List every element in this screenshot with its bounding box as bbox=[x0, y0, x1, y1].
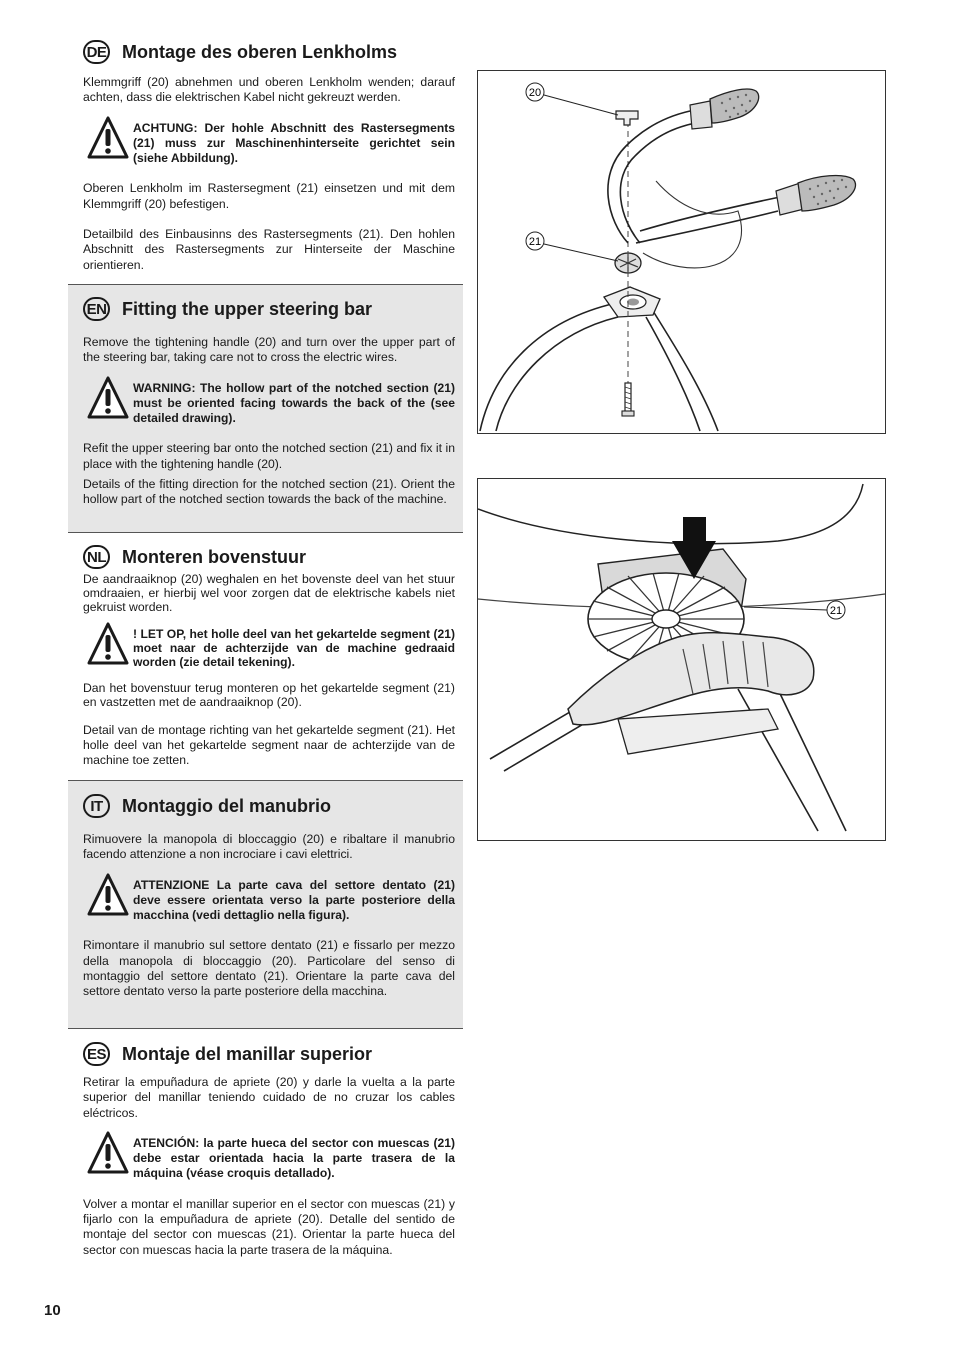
warning-text: ATENCIÓN: la parte hueca del sector con muescas (21) debe estar orientada hacia la parte trasera de la máquina (véase croquis detallado). bbox=[133, 1135, 455, 1181]
paragraph: Dan het bovenstuur terug monteren op het gekartelde segment (21) en vastzetten met de aandraaiknop (20). bbox=[83, 681, 455, 709]
language-badge: NL bbox=[83, 545, 110, 569]
warning-block bbox=[83, 878, 455, 924]
figure-notched-segment-detail bbox=[477, 478, 886, 841]
tightening-handle-20 bbox=[616, 111, 638, 125]
paragraph: Detail van de montage richting van het gekartelde segment (21). Het holle deel van het gekartelde segment naar de achterzijde van de machine toe zetten. bbox=[83, 723, 455, 767]
paragraph: Rimontare il manubrio sul settore dentato (21) e fissarlo per mezzo della manopola di bloccaggio (20). Particolare del senso di montaggio del settore dentato (21). Orientare la parte cava del settore dentato verso la parte posteriore della macchina. bbox=[83, 938, 455, 999]
language-badge: IT bbox=[83, 794, 110, 818]
paragraph: Klemmgriff (20) abnehmen und oberen Lenkholm wenden; darauf achten, dass die elektrischen Kabel nicht gekreuzt werden. bbox=[83, 75, 455, 105]
section-title: Montage des oberen Lenkholms bbox=[122, 41, 398, 62]
language-badge: EN bbox=[83, 297, 110, 321]
warning-icon bbox=[83, 1130, 133, 1176]
language-badge: DE bbox=[83, 40, 110, 64]
callout-21: 21 bbox=[528, 236, 542, 248]
paragraph: Remove the tightening handle (20) and turn over the upper part of the steering bar, taking care not to cross the electric wires. bbox=[83, 335, 455, 365]
section-title: Montaggio del manubrio bbox=[122, 795, 331, 816]
notched-segment-drawing bbox=[478, 479, 885, 840]
paragraph: De aandraaiknop (20) weghalen en het bovenste deel van het stuur omdraaien, er hierbij wel voor zorgen dat de elektrische kabels niet gekruist worden. bbox=[83, 572, 455, 614]
language-badge: ES bbox=[83, 1042, 110, 1066]
warning-icon bbox=[83, 872, 133, 918]
warning-icon bbox=[83, 375, 133, 421]
paragraph: Details of the fitting direction for the notched section (21). Orient the hollow part of the notched section towards the back of the machine. bbox=[83, 477, 455, 507]
callout-20: 20 bbox=[528, 87, 542, 99]
warning-text: ACHTUNG: Der hohle Abschnitt des Rastersegments (21) muss zur Maschinenhinterseite gerichtet sein (siehe Abbildung). bbox=[133, 120, 455, 166]
page-number: 10 bbox=[44, 1302, 61, 1319]
callout-21: 21 bbox=[829, 605, 843, 617]
paragraph: Volver a montar el manillar superior en el sector con muescas (21) y fijarlo con la empuñadura de apriete (20). Detalle del sentido de montaje del sector con muescas (21). Orientar la parte hueca del sector con muescas hacia la parte trasera de la máquina. bbox=[83, 1196, 455, 1257]
paragraph: Detailbild des Einbausinns des Rastersegments (21). Den hohlen Abschnitt des Rastersegments zur Hinterseite der Maschine orientieren. bbox=[83, 227, 455, 272]
paragraph: Refit the upper steering bar onto the notched section (21) and fix it in place with the tightening handle (20). bbox=[83, 441, 455, 471]
bolt bbox=[622, 383, 634, 416]
section-es bbox=[68, 1030, 463, 1280]
warning-icon bbox=[83, 621, 133, 667]
section-en bbox=[68, 284, 463, 532]
section-it bbox=[68, 780, 463, 1029]
warning-text: WARNING: The hollow part of the notched section (21) must be oriented facing towards the back of the (see detailed drawing). bbox=[133, 380, 455, 426]
section-header bbox=[83, 543, 455, 571]
warning-icon bbox=[83, 115, 133, 161]
warning-text: ATTENZIONE La parte cava del settore dentato (21) deve essere orientata verso la parte posteriore della macchina (vedi dettaglio nella figura). bbox=[133, 877, 455, 923]
section-title: Monteren bovenstuur bbox=[122, 546, 307, 567]
warning-block bbox=[83, 121, 455, 167]
section-title: Montaje del manillar superior bbox=[122, 1043, 373, 1064]
section-header bbox=[83, 295, 455, 323]
figure-steering-bar-assembly bbox=[477, 70, 886, 434]
paragraph: Rimuovere la manopola di bloccaggio (20) e ribaltare il manubrio facendo attenzione a non incrociare i cavi elettrici. bbox=[83, 832, 455, 862]
paragraph: Oberen Lenkholm im Rastersegment (21) einsetzen und mit dem Klemmgriff (20) befestigen. bbox=[83, 181, 455, 211]
section-de bbox=[68, 38, 463, 284]
section-header bbox=[83, 1040, 455, 1068]
lower-grip bbox=[776, 176, 856, 215]
upper-grip bbox=[690, 89, 759, 129]
paragraph: Retirar la empuñadura de apriete (20) y darle la vuelta a la parte superior del manillar teniendo cuidado de no cruzar los cables eléctricos. bbox=[83, 1075, 455, 1120]
warning-block bbox=[83, 1136, 455, 1182]
section-nl bbox=[68, 532, 463, 780]
section-title: Fitting the upper steering bar bbox=[122, 298, 373, 319]
warning-block bbox=[83, 627, 455, 669]
steering-bar-drawing bbox=[478, 71, 885, 433]
warning-block bbox=[83, 381, 455, 427]
section-header bbox=[83, 38, 455, 66]
section-header bbox=[83, 792, 455, 820]
warning-text: ! LET OP, het holle deel van het gekartelde segment (21) moet naar de achterzijde van de machine gedraaid worden (zie detail tekening). bbox=[133, 627, 455, 669]
